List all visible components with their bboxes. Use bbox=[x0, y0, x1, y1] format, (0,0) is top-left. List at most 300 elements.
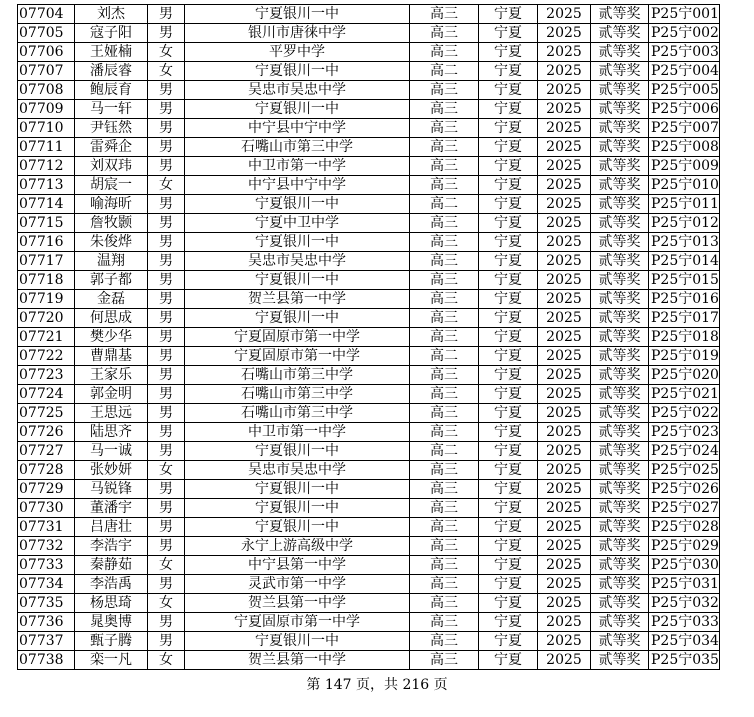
table-row bbox=[18, 195, 720, 214]
cell-grade: 高三 bbox=[410, 613, 479, 632]
cell-id: 07722 bbox=[18, 347, 75, 366]
cell-gender: 男 bbox=[148, 575, 185, 594]
cell-id: 07717 bbox=[18, 252, 75, 271]
cell-year: 2025 bbox=[538, 195, 591, 214]
cell-cert: P25宁011 bbox=[649, 195, 720, 214]
cell-id: 07714 bbox=[18, 195, 75, 214]
cell-cert: P25宁025 bbox=[649, 461, 720, 480]
cell-province: 宁夏 bbox=[479, 62, 538, 81]
cell-year: 2025 bbox=[538, 480, 591, 499]
cell-cert: P25宁006 bbox=[649, 100, 720, 119]
cell-gender: 男 bbox=[148, 252, 185, 271]
cell-id: 07721 bbox=[18, 328, 75, 347]
table-row bbox=[18, 5, 720, 24]
cell-province: 宁夏 bbox=[479, 613, 538, 632]
cell-grade: 高三 bbox=[410, 176, 479, 195]
cell-year: 2025 bbox=[538, 594, 591, 613]
cell-award: 贰等奖 bbox=[591, 404, 649, 423]
cell-name: 王家乐 bbox=[75, 366, 148, 385]
cell-name: 刘杰 bbox=[75, 5, 148, 24]
cell-province: 宁夏 bbox=[479, 385, 538, 404]
cell-grade: 高三 bbox=[410, 632, 479, 651]
cell-id: 07718 bbox=[18, 271, 75, 290]
cell-grade: 高三 bbox=[410, 328, 479, 347]
cell-gender: 女 bbox=[148, 556, 185, 575]
cell-year: 2025 bbox=[538, 404, 591, 423]
cell-id: 07738 bbox=[18, 651, 75, 670]
cell-grade: 高三 bbox=[410, 119, 479, 138]
cell-grade: 高三 bbox=[410, 575, 479, 594]
cell-school: 宁夏银川一中 bbox=[185, 233, 410, 252]
cell-gender: 男 bbox=[148, 366, 185, 385]
cell-id: 07708 bbox=[18, 81, 75, 100]
cell-award: 贰等奖 bbox=[591, 233, 649, 252]
cell-cert: P25宁022 bbox=[649, 404, 720, 423]
cell-school: 吴忠市吴忠中学 bbox=[185, 461, 410, 480]
cell-gender: 女 bbox=[148, 43, 185, 62]
cell-gender: 男 bbox=[148, 290, 185, 309]
cell-grade: 高二 bbox=[410, 62, 479, 81]
cell-grade: 高三 bbox=[410, 499, 479, 518]
cell-school: 中宁县中宁中学 bbox=[185, 119, 410, 138]
cell-name: 雷舜企 bbox=[75, 138, 148, 157]
cell-gender: 男 bbox=[148, 100, 185, 119]
cell-award: 贰等奖 bbox=[591, 594, 649, 613]
cell-cert: P25宁003 bbox=[649, 43, 720, 62]
cell-gender: 男 bbox=[148, 518, 185, 537]
cell-province: 宁夏 bbox=[479, 632, 538, 651]
cell-id: 07725 bbox=[18, 404, 75, 423]
cell-award: 贰等奖 bbox=[591, 613, 649, 632]
cell-year: 2025 bbox=[538, 138, 591, 157]
table-row bbox=[18, 214, 720, 233]
cell-school: 贺兰县第一中学 bbox=[185, 651, 410, 670]
cell-name: 王娅楠 bbox=[75, 43, 148, 62]
cell-award: 贰等奖 bbox=[591, 461, 649, 480]
cell-year: 2025 bbox=[538, 651, 591, 670]
cell-province: 宁夏 bbox=[479, 176, 538, 195]
table-row bbox=[18, 43, 720, 62]
cell-province: 宁夏 bbox=[479, 214, 538, 233]
cell-name: 甄子腾 bbox=[75, 632, 148, 651]
table-row bbox=[18, 233, 720, 252]
cell-school: 吴忠市吴忠中学 bbox=[185, 252, 410, 271]
cell-cert: P25宁019 bbox=[649, 347, 720, 366]
cell-award: 贰等奖 bbox=[591, 214, 649, 233]
cell-id: 07733 bbox=[18, 556, 75, 575]
cell-gender: 男 bbox=[148, 385, 185, 404]
cell-name: 詹牧颢 bbox=[75, 214, 148, 233]
cell-school: 贺兰县第一中学 bbox=[185, 290, 410, 309]
cell-name: 郭金明 bbox=[75, 385, 148, 404]
cell-name: 喻海昕 bbox=[75, 195, 148, 214]
cell-grade: 高三 bbox=[410, 366, 479, 385]
table-row bbox=[18, 499, 720, 518]
cell-year: 2025 bbox=[538, 366, 591, 385]
cell-gender: 男 bbox=[148, 613, 185, 632]
cell-award: 贰等奖 bbox=[591, 442, 649, 461]
cell-gender: 男 bbox=[148, 347, 185, 366]
cell-school: 灵武市第一中学 bbox=[185, 575, 410, 594]
cell-grade: 高三 bbox=[410, 309, 479, 328]
cell-year: 2025 bbox=[538, 556, 591, 575]
cell-gender: 女 bbox=[148, 651, 185, 670]
cell-province: 宁夏 bbox=[479, 138, 538, 157]
cell-id: 07737 bbox=[18, 632, 75, 651]
cell-province: 宁夏 bbox=[479, 328, 538, 347]
cell-name: 李浩宇 bbox=[75, 537, 148, 556]
cell-grade: 高三 bbox=[410, 461, 479, 480]
cell-award: 贰等奖 bbox=[591, 252, 649, 271]
cell-name: 胡宸一 bbox=[75, 176, 148, 195]
cell-name: 张妙妍 bbox=[75, 461, 148, 480]
cell-province: 宁夏 bbox=[479, 366, 538, 385]
cell-name: 潘辰睿 bbox=[75, 62, 148, 81]
table-row bbox=[18, 271, 720, 290]
cell-school: 宁夏中卫中学 bbox=[185, 214, 410, 233]
cell-name: 李浩禹 bbox=[75, 575, 148, 594]
cell-school: 宁夏银川一中 bbox=[185, 62, 410, 81]
cell-gender: 男 bbox=[148, 5, 185, 24]
cell-cert: P25宁009 bbox=[649, 157, 720, 176]
cell-school: 永宁上游高级中学 bbox=[185, 537, 410, 556]
cell-gender: 男 bbox=[148, 499, 185, 518]
cell-cert: P25宁013 bbox=[649, 233, 720, 252]
cell-province: 宁夏 bbox=[479, 499, 538, 518]
cell-cert: P25宁012 bbox=[649, 214, 720, 233]
cell-gender: 男 bbox=[148, 309, 185, 328]
table-body bbox=[18, 5, 720, 670]
cell-cert: P25宁014 bbox=[649, 252, 720, 271]
cell-year: 2025 bbox=[538, 233, 591, 252]
table-row bbox=[18, 252, 720, 271]
cell-grade: 高二 bbox=[410, 195, 479, 214]
table-row bbox=[18, 328, 720, 347]
cell-province: 宁夏 bbox=[479, 461, 538, 480]
cell-cert: P25宁033 bbox=[649, 613, 720, 632]
cell-cert: P25宁010 bbox=[649, 176, 720, 195]
cell-gender: 男 bbox=[148, 138, 185, 157]
cell-award: 贰等奖 bbox=[591, 5, 649, 24]
table-row bbox=[18, 309, 720, 328]
cell-name: 陆思齐 bbox=[75, 423, 148, 442]
cell-grade: 高三 bbox=[410, 651, 479, 670]
cell-name: 吕唐壮 bbox=[75, 518, 148, 537]
cell-province: 宁夏 bbox=[479, 537, 538, 556]
cell-year: 2025 bbox=[538, 613, 591, 632]
cell-award: 贰等奖 bbox=[591, 518, 649, 537]
cell-gender: 女 bbox=[148, 594, 185, 613]
cell-id: 07727 bbox=[18, 442, 75, 461]
cell-grade: 高三 bbox=[410, 423, 479, 442]
cell-id: 07704 bbox=[18, 5, 75, 24]
cell-award: 贰等奖 bbox=[591, 499, 649, 518]
cell-province: 宁夏 bbox=[479, 556, 538, 575]
cell-school: 平罗中学 bbox=[185, 43, 410, 62]
cell-year: 2025 bbox=[538, 24, 591, 43]
cell-grade: 高三 bbox=[410, 100, 479, 119]
cell-award: 贰等奖 bbox=[591, 328, 649, 347]
cell-grade: 高三 bbox=[410, 556, 479, 575]
table-row bbox=[18, 347, 720, 366]
table-row bbox=[18, 613, 720, 632]
cell-cert: P25宁034 bbox=[649, 632, 720, 651]
cell-name: 鲍辰育 bbox=[75, 81, 148, 100]
cell-award: 贰等奖 bbox=[591, 309, 649, 328]
cell-gender: 男 bbox=[148, 423, 185, 442]
cell-award: 贰等奖 bbox=[591, 537, 649, 556]
table-row bbox=[18, 480, 720, 499]
cell-award: 贰等奖 bbox=[591, 651, 649, 670]
cell-gender: 男 bbox=[148, 81, 185, 100]
cell-cert: P25宁035 bbox=[649, 651, 720, 670]
table-row bbox=[18, 176, 720, 195]
cell-id: 07728 bbox=[18, 461, 75, 480]
cell-year: 2025 bbox=[538, 575, 591, 594]
cell-cert: P25宁002 bbox=[649, 24, 720, 43]
cell-grade: 高三 bbox=[410, 385, 479, 404]
cell-name: 寇子阳 bbox=[75, 24, 148, 43]
cell-province: 宁夏 bbox=[479, 252, 538, 271]
cell-school: 宁夏固原市第一中学 bbox=[185, 328, 410, 347]
cell-school: 宁夏银川一中 bbox=[185, 195, 410, 214]
cell-gender: 男 bbox=[148, 157, 185, 176]
cell-year: 2025 bbox=[538, 461, 591, 480]
cell-cert: P25宁016 bbox=[649, 290, 720, 309]
cell-id: 07732 bbox=[18, 537, 75, 556]
cell-cert: P25宁027 bbox=[649, 499, 720, 518]
cell-id: 07726 bbox=[18, 423, 75, 442]
cell-id: 07710 bbox=[18, 119, 75, 138]
cell-cert: P25宁008 bbox=[649, 138, 720, 157]
cell-name: 秦静茹 bbox=[75, 556, 148, 575]
cell-province: 宁夏 bbox=[479, 594, 538, 613]
cell-id: 07713 bbox=[18, 176, 75, 195]
cell-id: 07724 bbox=[18, 385, 75, 404]
cell-id: 07716 bbox=[18, 233, 75, 252]
cell-school: 宁夏银川一中 bbox=[185, 271, 410, 290]
cell-award: 贰等奖 bbox=[591, 119, 649, 138]
cell-grade: 高三 bbox=[410, 233, 479, 252]
cell-year: 2025 bbox=[538, 43, 591, 62]
cell-id: 07705 bbox=[18, 24, 75, 43]
cell-name: 金磊 bbox=[75, 290, 148, 309]
cell-cert: P25宁021 bbox=[649, 385, 720, 404]
cell-cert: P25宁004 bbox=[649, 62, 720, 81]
table-row bbox=[18, 385, 720, 404]
table-row bbox=[18, 157, 720, 176]
cell-award: 贰等奖 bbox=[591, 347, 649, 366]
cell-school: 石嘴山市第三中学 bbox=[185, 138, 410, 157]
cell-name: 马一诚 bbox=[75, 442, 148, 461]
cell-grade: 高三 bbox=[410, 157, 479, 176]
cell-school: 宁夏银川一中 bbox=[185, 632, 410, 651]
cell-gender: 男 bbox=[148, 480, 185, 499]
table-row bbox=[18, 651, 720, 670]
cell-award: 贰等奖 bbox=[591, 24, 649, 43]
cell-grade: 高三 bbox=[410, 252, 479, 271]
cell-year: 2025 bbox=[538, 214, 591, 233]
cell-province: 宁夏 bbox=[479, 518, 538, 537]
cell-province: 宁夏 bbox=[479, 100, 538, 119]
cell-name: 曹鼎基 bbox=[75, 347, 148, 366]
cell-name: 董潘宇 bbox=[75, 499, 148, 518]
cell-name: 朱俊烨 bbox=[75, 233, 148, 252]
cell-year: 2025 bbox=[538, 385, 591, 404]
cell-year: 2025 bbox=[538, 271, 591, 290]
cell-school: 宁夏固原市第一中学 bbox=[185, 347, 410, 366]
cell-award: 贰等奖 bbox=[591, 43, 649, 62]
cell-gender: 男 bbox=[148, 537, 185, 556]
cell-gender: 男 bbox=[148, 632, 185, 651]
table-row bbox=[18, 518, 720, 537]
cell-gender: 女 bbox=[148, 176, 185, 195]
cell-id: 07709 bbox=[18, 100, 75, 119]
cell-grade: 高三 bbox=[410, 138, 479, 157]
table-row bbox=[18, 119, 720, 138]
table-row bbox=[18, 138, 720, 157]
cell-name: 刘双玮 bbox=[75, 157, 148, 176]
cell-gender: 男 bbox=[148, 24, 185, 43]
cell-school: 石嘴山市第三中学 bbox=[185, 385, 410, 404]
cell-year: 2025 bbox=[538, 62, 591, 81]
cell-name: 马锐锋 bbox=[75, 480, 148, 499]
cell-province: 宁夏 bbox=[479, 43, 538, 62]
cell-name: 郭子都 bbox=[75, 271, 148, 290]
table-row bbox=[18, 556, 720, 575]
cell-id: 07712 bbox=[18, 157, 75, 176]
cell-cert: P25宁018 bbox=[649, 328, 720, 347]
cell-cert: P25宁020 bbox=[649, 366, 720, 385]
cell-province: 宁夏 bbox=[479, 157, 538, 176]
cell-cert: P25宁026 bbox=[649, 480, 720, 499]
table-row bbox=[18, 100, 720, 119]
cell-grade: 高三 bbox=[410, 271, 479, 290]
cell-province: 宁夏 bbox=[479, 480, 538, 499]
cell-gender: 男 bbox=[148, 214, 185, 233]
cell-gender: 男 bbox=[148, 119, 185, 138]
cell-province: 宁夏 bbox=[479, 651, 538, 670]
cell-cert: P25宁030 bbox=[649, 556, 720, 575]
table-row bbox=[18, 290, 720, 309]
cell-school: 石嘴山市第三中学 bbox=[185, 366, 410, 385]
table-row bbox=[18, 632, 720, 651]
cell-award: 贰等奖 bbox=[591, 575, 649, 594]
table-row bbox=[18, 594, 720, 613]
cell-grade: 高三 bbox=[410, 518, 479, 537]
cell-province: 宁夏 bbox=[479, 575, 538, 594]
cell-province: 宁夏 bbox=[479, 404, 538, 423]
cell-province: 宁夏 bbox=[479, 423, 538, 442]
cell-grade: 高二 bbox=[410, 442, 479, 461]
cell-province: 宁夏 bbox=[479, 309, 538, 328]
cell-province: 宁夏 bbox=[479, 24, 538, 43]
cell-province: 宁夏 bbox=[479, 233, 538, 252]
cell-cert: P25宁029 bbox=[649, 537, 720, 556]
cell-name: 何思成 bbox=[75, 309, 148, 328]
cell-cert: P25宁015 bbox=[649, 271, 720, 290]
cell-name: 马一轩 bbox=[75, 100, 148, 119]
cell-grade: 高三 bbox=[410, 24, 479, 43]
cell-school: 吴忠市吴忠中学 bbox=[185, 81, 410, 100]
cell-grade: 高三 bbox=[410, 43, 479, 62]
cell-school: 宁夏银川一中 bbox=[185, 518, 410, 537]
cell-award: 贰等奖 bbox=[591, 176, 649, 195]
cell-id: 07730 bbox=[18, 499, 75, 518]
cell-grade: 高三 bbox=[410, 290, 479, 309]
cell-grade: 高三 bbox=[410, 537, 479, 556]
award-results-table bbox=[17, 4, 720, 670]
cell-school: 中宁县第一中学 bbox=[185, 556, 410, 575]
cell-grade: 高三 bbox=[410, 594, 479, 613]
cell-cert: P25宁007 bbox=[649, 119, 720, 138]
table-row bbox=[18, 62, 720, 81]
cell-award: 贰等奖 bbox=[591, 195, 649, 214]
cell-year: 2025 bbox=[538, 328, 591, 347]
table-row bbox=[18, 575, 720, 594]
cell-award: 贰等奖 bbox=[591, 271, 649, 290]
cell-school: 中卫市第一中学 bbox=[185, 423, 410, 442]
table-row bbox=[18, 404, 720, 423]
cell-name: 樊少华 bbox=[75, 328, 148, 347]
cell-award: 贰等奖 bbox=[591, 138, 649, 157]
cell-award: 贰等奖 bbox=[591, 632, 649, 651]
cell-id: 07729 bbox=[18, 480, 75, 499]
cell-id: 07720 bbox=[18, 309, 75, 328]
cell-cert: P25宁023 bbox=[649, 423, 720, 442]
cell-year: 2025 bbox=[538, 176, 591, 195]
cell-school: 中宁县中宁中学 bbox=[185, 176, 410, 195]
cell-name: 晁奥博 bbox=[75, 613, 148, 632]
cell-award: 贰等奖 bbox=[591, 62, 649, 81]
cell-cert: P25宁024 bbox=[649, 442, 720, 461]
cell-school: 宁夏银川一中 bbox=[185, 442, 410, 461]
cell-province: 宁夏 bbox=[479, 271, 538, 290]
table-row bbox=[18, 461, 720, 480]
cell-id: 07723 bbox=[18, 366, 75, 385]
cell-gender: 男 bbox=[148, 404, 185, 423]
cell-id: 07731 bbox=[18, 518, 75, 537]
cell-year: 2025 bbox=[538, 309, 591, 328]
table-row bbox=[18, 537, 720, 556]
cell-province: 宁夏 bbox=[479, 347, 538, 366]
cell-province: 宁夏 bbox=[479, 195, 538, 214]
cell-year: 2025 bbox=[538, 252, 591, 271]
cell-grade: 高三 bbox=[410, 5, 479, 24]
cell-school: 宁夏银川一中 bbox=[185, 480, 410, 499]
cell-award: 贰等奖 bbox=[591, 81, 649, 100]
cell-school: 宁夏固原市第一中学 bbox=[185, 613, 410, 632]
cell-id: 07736 bbox=[18, 613, 75, 632]
cell-award: 贰等奖 bbox=[591, 480, 649, 499]
cell-name: 杨思琦 bbox=[75, 594, 148, 613]
cell-award: 贰等奖 bbox=[591, 100, 649, 119]
cell-grade: 高三 bbox=[410, 81, 479, 100]
cell-id: 07734 bbox=[18, 575, 75, 594]
cell-id: 07706 bbox=[18, 43, 75, 62]
cell-cert: P25宁001 bbox=[649, 5, 720, 24]
cell-award: 贰等奖 bbox=[591, 556, 649, 575]
cell-year: 2025 bbox=[538, 119, 591, 138]
cell-year: 2025 bbox=[538, 81, 591, 100]
page-number-footer: 第 147 页，共 216 页 bbox=[306, 677, 448, 693]
cell-id: 07719 bbox=[18, 290, 75, 309]
cell-year: 2025 bbox=[538, 290, 591, 309]
cell-year: 2025 bbox=[538, 632, 591, 651]
cell-cert: P25宁017 bbox=[649, 309, 720, 328]
cell-grade: 高三 bbox=[410, 404, 479, 423]
cell-gender: 女 bbox=[148, 461, 185, 480]
